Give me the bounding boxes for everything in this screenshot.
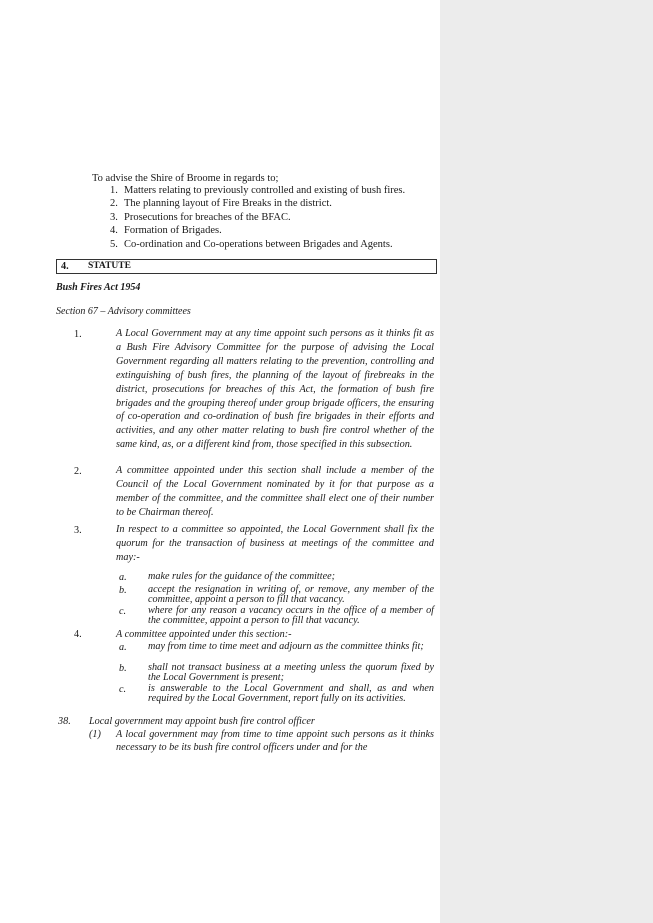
paragraph-1: A Local Government may at any time appoint such persons as it thinks fit as a Bush Fire Advisory Committee for the purpose of advising the Local Government regarding all matters relating to the prevention, controlling and extinguishing of bush fires, the planning of the layout of firebreaks in the district, prosecutions for breaches of this Act, the formation of bush fire brigades and the grouping thereof under group brigade officers, the ensuring of co-operation and co-ordination of bush fire brigades in their efforts and activities, and any other matter relating to bush fire control whether of the same kind, as, or a different kind from, those specified in this subsection. bbox=[116, 328, 434, 451]
list-item bbox=[110, 224, 405, 237]
list-text: Prosecutions for breaches of the BFAC. bbox=[124, 211, 291, 223]
section-38-title: Local government may appoint bush fire control officer bbox=[89, 716, 315, 727]
section-heading-box bbox=[56, 259, 437, 274]
list-text: Matters relating to previously controlled and existing of bush fires. bbox=[124, 185, 406, 196]
list-item bbox=[110, 238, 405, 251]
paragraph-number: 1. bbox=[74, 329, 82, 340]
subitem-letter: b. bbox=[119, 585, 127, 596]
subitem-text: where for any reason a vacancy occurs in the office of a member of the committee, appoint a person to fill that vacancy. bbox=[148, 605, 434, 627]
subitem-text: may from time to time meet and adjourn as the committee thinks fit; bbox=[148, 641, 424, 652]
section-title: STATUTE bbox=[88, 261, 131, 271]
subitem-text: is answerable to the Local Government and shall, as and when required by the Local Government, report fully on its activities. bbox=[148, 683, 434, 705]
subitem-letter: c. bbox=[119, 606, 127, 617]
list-item bbox=[110, 197, 405, 210]
paragraph-number: 2. bbox=[74, 466, 82, 477]
list-text: The planning layout of Fire Breaks in the district. bbox=[124, 198, 332, 210]
subitem-text: shall not transact business at a meeting unless the quorum fixed by the Local Government is present; bbox=[148, 662, 434, 684]
intro-text: To advise the Shire of Broome in regards to; bbox=[92, 173, 279, 184]
paragraph-number: 3. bbox=[74, 525, 82, 536]
paragraph-3: In respect to a committee so appointed, the Local Government shall fix the quorum for the transaction of business at meetings of the committee and may:- bbox=[116, 524, 434, 563]
subitem-letter: a. bbox=[119, 642, 127, 653]
subitem-text: make rules for the guidance of the committee; bbox=[148, 571, 336, 582]
list-number: 2. bbox=[110, 198, 118, 210]
subsection-1-text: A local government may from time to time appoint such persons as it thinks necessary to be its bush fire control officers under and for the bbox=[116, 729, 434, 753]
list-number: 4. bbox=[110, 225, 118, 237]
list-item bbox=[110, 184, 405, 197]
list-number: 5. bbox=[110, 238, 118, 250]
paragraph-4: A committee appointed under this section:- bbox=[116, 629, 292, 640]
subitem-text: accept the resignation in writing of, or remove, any member of the committee, appoint a person to fill that vacancy. bbox=[148, 584, 434, 606]
paragraph-number: 4. bbox=[74, 629, 82, 640]
comment-sidebar bbox=[440, 0, 653, 923]
section-number: 4. bbox=[61, 261, 69, 272]
subsection-number: (1) bbox=[89, 729, 101, 740]
subitem-letter: b. bbox=[119, 663, 127, 674]
subitem-letter: a. bbox=[119, 572, 127, 583]
advice-list bbox=[110, 184, 405, 251]
act-title: Bush Fires Act 1954 bbox=[56, 282, 141, 293]
subitem-letter: c. bbox=[119, 684, 127, 695]
section-38-number: 38. bbox=[58, 716, 71, 727]
list-item bbox=[110, 211, 405, 224]
section-subtitle: Section 67 – Advisory committees bbox=[56, 306, 191, 317]
list-number: 3. bbox=[110, 211, 118, 223]
list-text: Formation of Brigades. bbox=[124, 225, 222, 237]
list-text: Co-ordination and Co-operations between Brigades and Agents. bbox=[124, 238, 393, 250]
paragraph-2: A committee appointed under this section shall include a member of the Council of the Local Government nominated by it for that purpose as a member of the committee, and the committee shall elect one of their number to be Chairman thereof. bbox=[116, 465, 434, 518]
list-number: 1. bbox=[110, 185, 118, 196]
